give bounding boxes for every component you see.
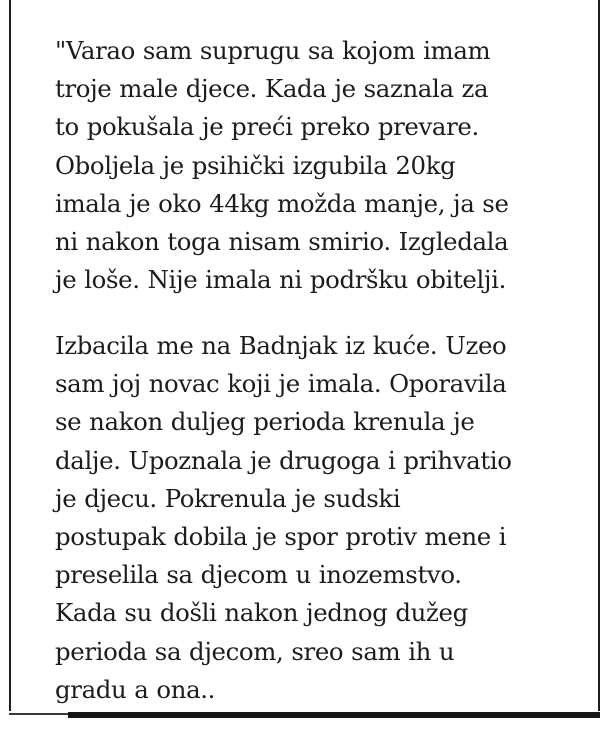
text-line: je djecu. Pokrenula je sudski <box>55 483 401 513</box>
bottom-divider-thin <box>9 713 69 715</box>
text-line: postupak dobila je spor protiv mene i <box>55 522 507 552</box>
text-line: perioda sa djecom, sreo sam ih u <box>55 636 455 666</box>
text-line: Izbacila me na Badnjak iz kuće. Uzeo <box>55 331 507 360</box>
text-line: troje male djece. Kada je saznala za <box>55 74 489 104</box>
text-line: to pokušala je preći preko prevare. <box>55 112 479 142</box>
text-line: Kada su došli nakon jednog dužeg <box>55 598 468 628</box>
text-line: dalje. Upoznala je drugoga i prihvatio <box>55 445 512 475</box>
text-line: se nakon duljeg perioda krenula je <box>55 407 475 437</box>
text-line: sam joj novac koji je imala. Oporavila <box>55 369 507 399</box>
text-line: "Varao sam suprugu sa kojom imam <box>55 36 491 65</box>
text-line: je loše. Nije imala ni podršku obitelji. <box>55 265 506 295</box>
text-line: ni nakon toga nisam smirio. Izgledala <box>55 227 509 257</box>
paragraph-2 <box>55 327 595 709</box>
text-line: preselila sa djecom u inozemstvo. <box>55 560 462 590</box>
text-line: gradu a ona.. <box>55 674 216 704</box>
text-line: imala je oko 44kg možda manje, ja se <box>55 188 509 218</box>
text-line: Oboljela je psihički izgubila 20kg <box>55 150 456 180</box>
paragraph-1 <box>55 32 595 299</box>
bottom-divider <box>68 712 600 718</box>
